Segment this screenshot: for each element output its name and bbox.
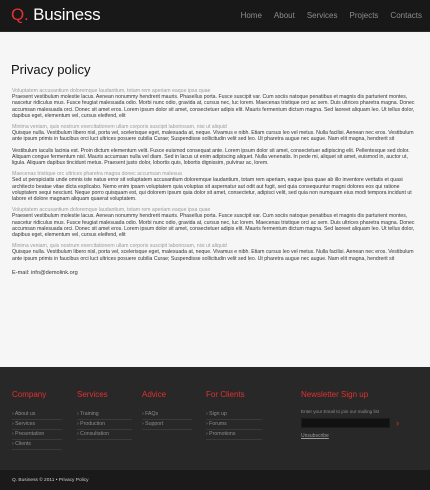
logo[interactable] <box>11 6 100 24</box>
nav-home[interactable]: Home <box>240 11 262 20</box>
footer-link[interactable]: › Clients <box>12 440 62 450</box>
footer-heading: Advice <box>142 390 167 399</box>
policy-paragraph <box>12 88 420 119</box>
footer-link[interactable]: › Sign up <box>206 410 262 420</box>
paragraph-lead: Voluptatem accusantium doloremque laudantium, totam rem aperiam eaque ipsa quae <box>12 207 211 214</box>
paragraph-lead: Minima veniam, quis nostrum exercitationem ullam corporis suscipit laboriosam, nisi ut aliquid <box>12 124 227 131</box>
paragraph-lead: Minima veniam, quis nostrum exercitationem ullam corporis suscipit laboriosam, nisi ut aliquid <box>12 243 227 250</box>
nav-services[interactable]: Services <box>306 11 338 20</box>
footer-link[interactable]: › Forums <box>206 420 262 430</box>
nav-projects[interactable]: Projects <box>349 11 379 20</box>
policy-paragraph <box>12 243 420 262</box>
copyright: Q. Business © 2011 • Privacy Policy <box>12 478 89 483</box>
paragraph-text: Quisque nulla. Vestibulum libero nisl, porta vel, scelerisque eget, malesuada at, neque. Vivamus e nibh. Etiam cursus leo vel metus. Nulla facilisi. Aenean nec eros. Vestibulum ante ipsum primis in faucibus orci luct ultrices posuere cubilia Curae; Suspendisse sollicitudin velit sed leo. Ut pharetra augue nec augue. Nam elit magna, hendrerit sit <box>12 130 414 143</box>
footer-link[interactable]: › Presentation <box>12 430 62 440</box>
footer-link[interactable]: › Support <box>142 420 192 430</box>
footer-link[interactable]: › About us <box>12 410 62 420</box>
footer-heading: For Clients <box>206 390 245 399</box>
paragraph-text: Praesent vestibulum molestie lacus. Aenean nonummy hendrerit mauris. Phasellus porta. Fusce suscipit var. Cum sociis natoque penatibus et magnis dis parturient montes, nascetur ridiculus mus. Fusce feugiat malesuada odio. Morbi nunc odio, gravida at, cursus nec, luc lorem. Maecenas tristique orci ac sem. Duis ultrices pharetra magna. Donec accumsan malesuada orci. Donec sit amet eros. Lorem ipsum dolor sit amet, consectetuer adipis elit. Mauris fermentum dictum magna. Sed laoreet aliquam leo. Ut tellus dolor, dapibus eget, elementum vel, cursus eleifend, elit <box>12 213 415 239</box>
newsletter-form <box>301 418 421 428</box>
unsubscribe-link[interactable]: Unsubscribe <box>301 433 329 439</box>
footer-col-company <box>12 390 62 450</box>
newsletter-email-input[interactable] <box>301 418 390 428</box>
policy-paragraph <box>12 171 420 202</box>
logo-name: Business <box>33 5 101 24</box>
footer-link[interactable]: › Production <box>77 420 132 430</box>
logo-mark: Q. <box>11 5 29 24</box>
footer-link[interactable]: › Training <box>77 410 132 420</box>
footer-col-advice <box>142 390 192 430</box>
nav-about[interactable]: About <box>273 11 295 20</box>
main-nav <box>229 11 422 21</box>
nav-contacts[interactable]: Contacts <box>390 11 422 20</box>
footer-col-clients <box>206 390 262 440</box>
footer-link[interactable]: › Consultation <box>77 430 132 440</box>
paragraph-text: Vestibulum iaculis lacinia est. Proin dictum elementum velit. Fusce euismod consequat ante. Lorem ipsum dolor sit amet, consectetuer adipiscing elit. Pellentesque sed dolor. Aliquam congue fermentum nisl. Mauris accumsan nulla vel diam. Sed in lacus ut enim adipiscing aliquet. Nulla venenatis. In pede mi, aliquet sit amet, euismod in, auctor ut, ligula. Aliquam dapibus tincidunt metus. Praesent justo dolor, lobortis quis, lobortis dignissim, pulvinar ac, lorem. <box>12 147 410 167</box>
footer-link[interactable]: › FAQs <box>142 410 192 420</box>
paragraph-text: Sed ut perspiciatis unde omnis iste natus error sit voluptatem accusantium doloremque laudantium, totam rem aperiam, eaque ipsa quae ab illo inventore veritatis et quasi architecto beatae vitae dicta explicabo. Nemo enim ipsam voluptatem quia voluptas sit aspernatur aut odit aut fugit, sed quia consequuntur magni dolores eos qui ratione voluptatem sequi nesciunt. Neque porro quisquam est, qui dolorem ipsum quia dolor sit amet, consectetur, adipisci velit, sed quia non numquam eius modi tempora incidunt ut labore et dolore magnam aliquam quaerat voluptatem. <box>12 177 412 203</box>
submit-arrow-icon[interactable]: › <box>396 417 399 428</box>
paragraph-text: Praesent vestibulum molestie lacus. Aenean nonummy hendrerit mauris. Phasellus porta. Fusce suscipit var. Cum sociis natoque penatibus et magnis dis parturient montes, nascetur ridiculus mus. Fusce feugiat malesuada odio. Morbi nunc odio, gravida at, cursus nec, luc lorem. Maecenas tristique orci ac sem. Duis ultrices pharetra magna. Donec accumsan malesuada orci. Donec sit amet eros. Lorem ipsum dolor sit amet, consectetuer adipis elit. Mauris fermentum dictum magna. Sed laoreet aliquam leo. Ut tellus dolor, dapibus eget, elementum vel, cursus eleifend, elit <box>12 94 415 119</box>
paragraph-lead: Voluptatem accusantium doloremque laudantium, totam rem aperiam eaque ipsa quae <box>12 88 211 94</box>
footer-heading: Services <box>77 390 108 399</box>
footer-heading: Company <box>12 390 47 399</box>
newsletter-heading: Newsletter Sign up <box>301 390 369 399</box>
page-title: Privacy policy <box>11 62 91 77</box>
policy-paragraph <box>12 148 420 167</box>
paragraph-lead: Maecenas tristique orc ultrices pharetra magna donec accumsan malesua <box>12 171 182 178</box>
policy-paragraph <box>12 207 420 238</box>
contact-email[interactable]: E-mail: info@demolink.org <box>12 269 78 276</box>
newsletter-hint: Enter your Email to join our mailing list <box>301 409 380 414</box>
footer-link[interactable]: › Services <box>12 420 62 430</box>
policy-paragraph <box>12 124 420 143</box>
footer-col-services <box>77 390 132 440</box>
newsletter <box>301 390 421 440</box>
policy-body <box>12 88 420 276</box>
paragraph-text: Quisque nulla. Vestibulum libero nisl, porta vel, scelerisque eget, malesuada at, neque. Vivamus e nibh. Etiam cursus leo vel metus. Nulla facilisi. Aenean nec eros. Vestibulum ante ipsum primis in faucibus orci luct ultrices posuere cubilia Curae; Suspendisse sollicitudin velit sed leo. Ut pharetra augue nec augue. Nam elit magna, hendrerit sit <box>12 249 414 262</box>
site-header <box>0 0 430 32</box>
footer-link[interactable]: › Promotions <box>206 430 262 440</box>
